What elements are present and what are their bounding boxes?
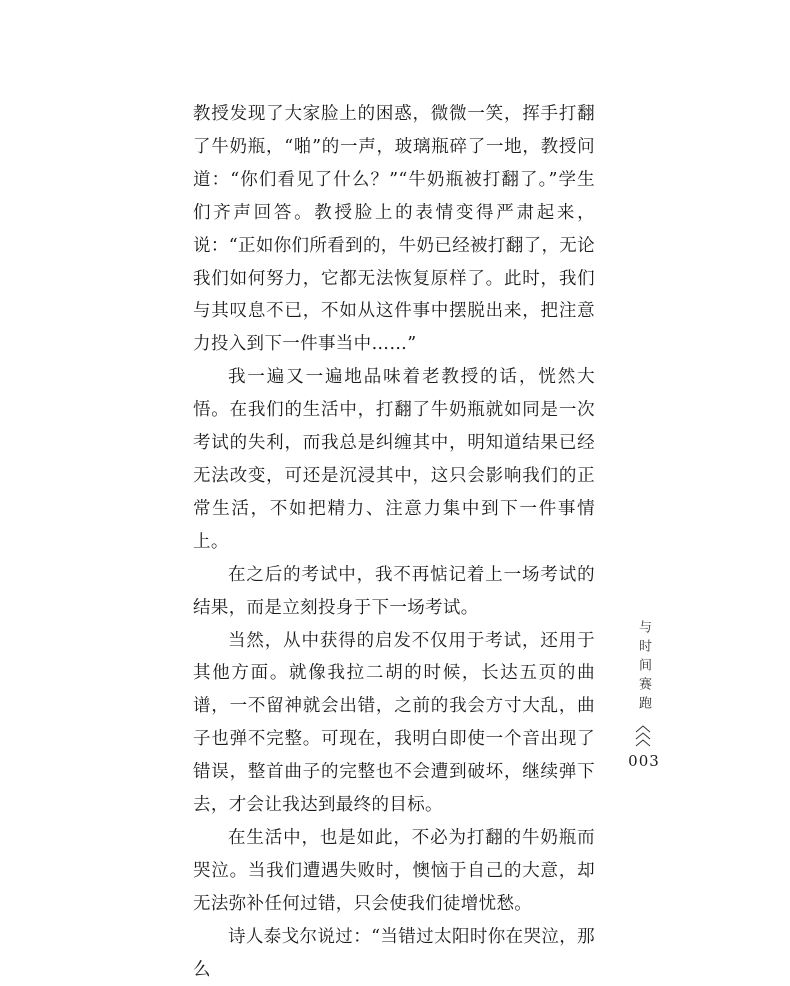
paragraph-3: 在之后的考试中，我不再惦记着上一场考试的结果，而是立刻投身于下一场考试。 <box>193 564 595 618</box>
running-header <box>628 620 658 753</box>
paragraph-2: 我一遍又一遍地品味着老教授的话，恍然大悟。在我们的生活中，打翻了牛奶瓶就如同是一次考试的失利，而我总是纠缠其中，明知道结果已经无法改变，可还是沉浸其中，这只会影响我们的正常生活，不如把精力、注意力集中到下一件事情上。 <box>193 367 595 552</box>
paragraph-6: 诗人泰戈尔说过：“当错过太阳时你在哭泣，那么 <box>193 926 595 980</box>
book-title: 与时间赛跑 <box>636 620 651 715</box>
triple-chevron-up-icon <box>634 723 652 753</box>
body-text <box>193 98 595 986</box>
paragraph-5: 在生活中，也是如此，不必为打翻的牛奶瓶而哭泣。当我们遭遇失败时，懊恼于自己的大意，却无法弥补任何过错，只会使我们徒增忧愁。 <box>193 827 595 914</box>
paragraph-4: 当然，从中获得的启发不仅用于考试，还用于其他方面。就像我拉二胡的时候，长达五页的曲谱，一不留神就会出错，之前的我会方寸大乱，曲子也弹不完整。可现在，我明白即使一个音出现了错误，整首曲子的完整也不会遭到破坏，继续弹下去，才会让我达到最终的目标。 <box>193 630 595 816</box>
page-number: 003 <box>628 752 660 770</box>
paragraph-1: 教授发现了大家脸上的困惑，微微一笑，挥手打翻了牛奶瓶，“啪”的一声，玻璃瓶碎了一地，教授问道：“你们看见了什么？”“牛奶瓶被打翻了。”学生们齐声回答。教授脸上的表情变得严肃起来，说：“正如你们所看到的，牛奶已经被打翻了，无论我们如何努力，它都无法恢复原样了。此时，我们与其叹息不已，不如从这件事中摆脱出来，把注意力投入到下一件事当中……” <box>193 104 595 355</box>
